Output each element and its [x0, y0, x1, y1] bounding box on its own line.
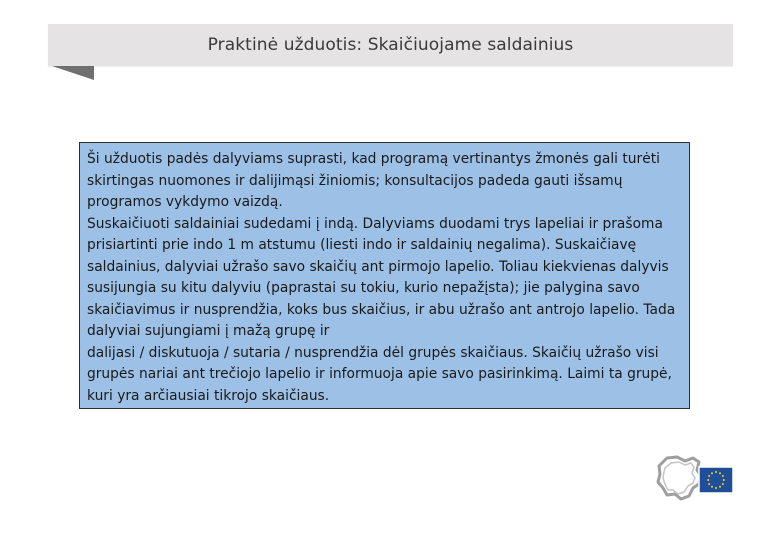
eu-flag-icon [699, 467, 733, 493]
lithuania-map-icon [658, 457, 701, 499]
content-text [87, 149, 683, 407]
paragraph-instructions: Suskaičiuoti saldainiai sudedami į indą. Dalyviams duodami trys lapeliai ir prašoma prisiartinti prie indo 1 m atstumu (liesti indo ir saldainių negalima). Suskaičiavę saldainius, dalyviai užrašo savo skaičių ant pirmojo lapelio. Toliau kiekvienas dalyvis susijungia su kitu dalyviu (paprastai su tokiu, kurio nepažįsta); jie palygina savo skaičiavimus ir nusprendžia, koks bus skaičius, ir abu užrašo ant antrojo lapelio. Tada dalyviai sujungiami į mažą grupę ir [87, 215, 676, 339]
paragraph-conclusion: dalijasi / diskutuoja / sutaria / nusprendžia dėl grupės skaičiaus. Skaičių užrašo visi grupės nariai ant trečiojo lapelio ir informuoja apie savo pasirinkimą. Laimi ta grupė, kuri yra arčiausiai tikrojo skaičiaus. [87, 344, 672, 404]
logo-svg [655, 452, 735, 506]
title-tab-decoration [52, 66, 94, 80]
paragraph-intro: Ši užduotis padės dalyviams suprasti, kad programą vertinantys žmonės gali turėti skirtingas nuomones ir dalijimąsi žiniomis; konsultacijos padeda gauti išsamų programos vykdymo vaizdą. [87, 151, 660, 210]
content-box [79, 142, 690, 409]
title-band [48, 24, 733, 66]
logos [655, 452, 735, 506]
page-title: Praktinė užduotis: Skaičiuojame saldainius [207, 35, 574, 55]
